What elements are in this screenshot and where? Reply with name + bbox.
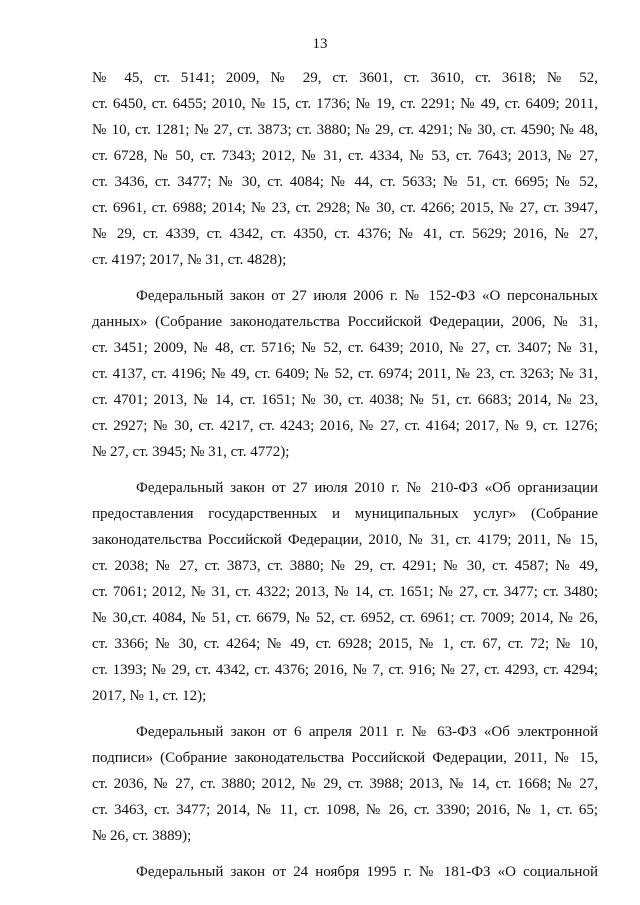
- text-line: ст. 6450, ст. 6455; 2010, № 15, ст. 1736; № 19, ст. 2291; № 49, ст. 6409; 2011,: [92, 96, 598, 112]
- text-line: Федеральный закон от 24 ноября 1995 г. № 181-ФЗ «О социальной: [136, 864, 598, 880]
- text-line: ст. 3366; № 30, ст. 4264; № 49, ст. 6928; 2015, № 1, ст. 67, ст. 72; № 10,: [92, 636, 598, 652]
- text-line: подписи» (Собрание законодательства Российской Федерации, 2011, № 15,: [92, 750, 598, 766]
- text-line: № 10, ст. 1281; № 27, ст. 3873; ст. 3880; № 29, ст. 4291; № 30, ст. 4590; № 48,: [92, 122, 598, 138]
- text-line: № 27, ст. 3945; № 31, ст. 4772);: [92, 444, 290, 460]
- paragraph: [92, 859, 598, 885]
- paragraph-gap: [92, 465, 598, 475]
- text-line: № 30,ст. 4084, № 51, ст. 6679, № 52, ст. 6952, ст. 6961; ст. 7009; 2014, № 26,: [92, 610, 598, 626]
- text-line: предоставления государственных и муниципальных услуг» (Собрание: [92, 506, 598, 522]
- text-line: № 45, ст. 5141; 2009, № 29, ст. 3601, ст. 3610, ст. 3618; № 52,: [92, 70, 598, 86]
- paragraph: [92, 283, 598, 465]
- text-line: ст. 6728, № 50, ст. 7343; 2012, № 31, ст. 4334, № 53, ст. 7643; 2013, № 27,: [92, 148, 598, 164]
- text-line: ст. 3436, ст. 3477; № 30, ст. 4084; № 44, ст. 5633; № 51, ст. 6695; № 52,: [92, 174, 598, 190]
- text-line: ст. 4701; 2013, № 14, ст. 1651; № 30, ст. 4038; № 51, ст. 6683; 2014, № 23,: [92, 392, 598, 408]
- text-line: ст. 6961, ст. 6988; 2014; № 23, ст. 2928; № 30, ст. 4266; 2015, № 27, ст. 3947,: [92, 200, 598, 216]
- text-line: данных» (Собрание законодательства Российской Федерации, 2006, № 31,: [92, 314, 598, 330]
- text-line: ст. 4197; 2017, № 31, ст. 4828);: [92, 252, 287, 268]
- text-line: законодательства Российской Федерации, 2010, № 31, ст. 4179; 2011, № 15,: [92, 532, 598, 548]
- paragraph: [92, 719, 598, 849]
- text-line: ст. 2036, № 27, ст. 3880; 2012, № 29, ст. 3988; 2013, № 14, ст. 1668; № 27,: [92, 776, 598, 792]
- paragraph: [92, 65, 598, 273]
- text-line: № 26, ст. 3889);: [92, 828, 192, 844]
- text-line: ст. 3451; 2009, № 48, ст. 5716; № 52, ст. 6439; 2010, № 27, ст. 3407; № 31,: [92, 340, 598, 356]
- text-line: Федеральный закон от 27 июля 2010 г. № 210-ФЗ «Об организации: [136, 480, 598, 496]
- paragraph-gap: [92, 849, 598, 859]
- text-line: ст. 4137, ст. 4196; № 49, ст. 6409; № 52, ст. 6974; 2011, № 23, ст. 3263; № 31,: [92, 366, 598, 382]
- text-line: ст. 7061; 2012, № 31, ст. 4322; 2013, № 14, ст. 1651; № 27, ст. 3477; ст. 3480;: [92, 584, 598, 600]
- document-body: [92, 65, 598, 885]
- text-line: ст. 2927; № 30, ст. 4217, ст. 4243; 2016, № 27, ст. 4164; 2017, № 9, ст. 1276;: [92, 418, 598, 434]
- text-line: ст. 3463, ст. 3477; 2014, № 11, ст. 1098, № 26, ст. 3390; 2016, № 1, ст. 65;: [92, 802, 598, 818]
- text-line: Федеральный закон от 6 апреля 2011 г. № 63-ФЗ «Об электронной: [136, 724, 598, 740]
- text-line: ст. 2038; № 27, ст. 3873, ст. 3880; № 29, ст. 4291; № 30, ст. 4587; № 49,: [92, 558, 598, 574]
- text-line: ст. 1393; № 29, ст. 4342, ст. 4376; 2016, № 7, ст. 916; № 27, ст. 4293, ст. 4294;: [92, 662, 598, 678]
- paragraph: [92, 475, 598, 709]
- paragraph-gap: [92, 709, 598, 719]
- text-line: Федеральный закон от 27 июля 2006 г. № 152-ФЗ «О персональных: [136, 288, 598, 304]
- text-line: 2017, № 1, ст. 12);: [92, 688, 207, 704]
- text-line: № 29, ст. 4339, ст. 4342, ст. 4350, ст. 4376; № 41, ст. 5629; 2016, № 27,: [92, 226, 598, 242]
- paragraph-gap: [92, 273, 598, 283]
- page-number: 13: [312, 36, 328, 52]
